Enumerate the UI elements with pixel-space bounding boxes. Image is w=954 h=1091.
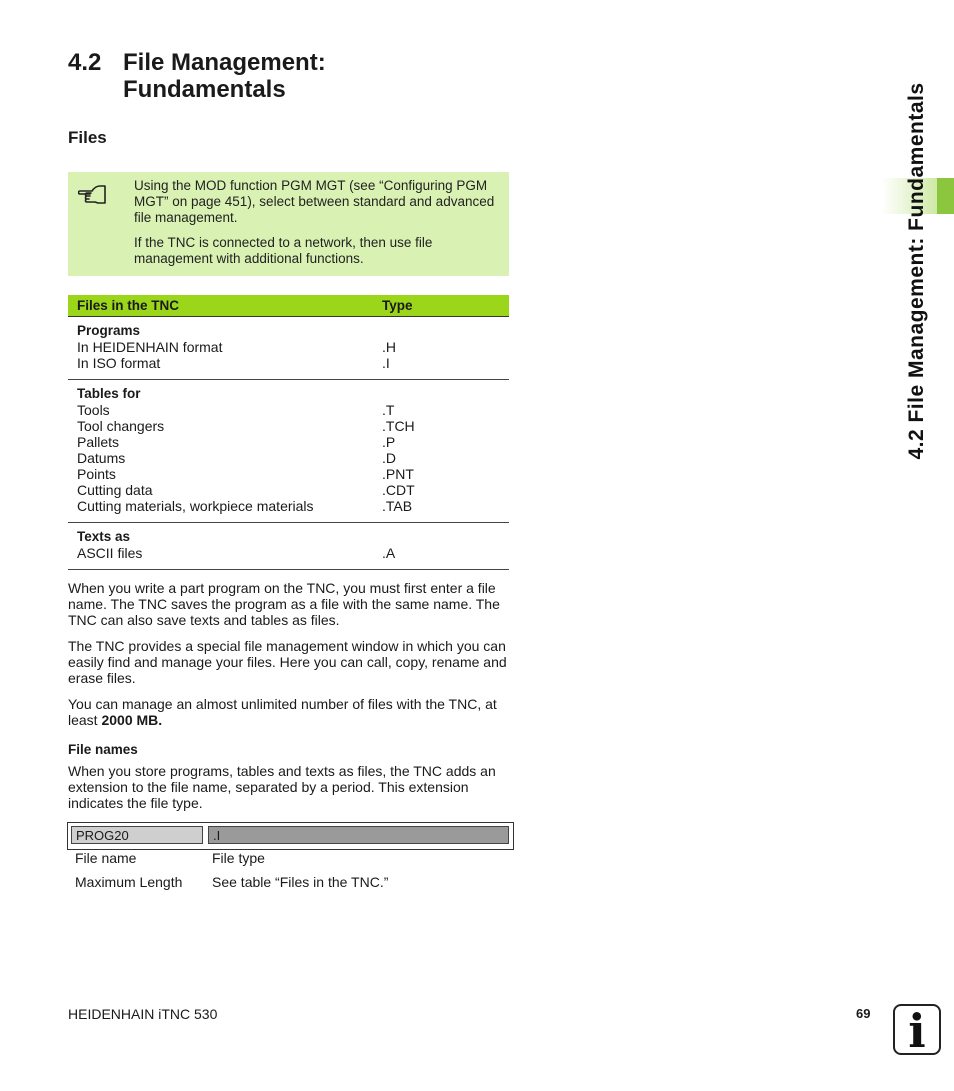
note-paragraph-2: If the TNC is connected to a network, then use file management with additional functions. — [134, 235, 433, 266]
table-row — [68, 523, 509, 570]
table-cell-type — [377, 380, 509, 523]
caption-maximum-length: Maximum Length — [75, 874, 183, 890]
file-kind: In ISO format — [77, 355, 161, 371]
file-kind: Pallets — [77, 434, 120, 450]
example-file-extension: .I — [208, 826, 509, 844]
footer-product: HEIDENHAIN iTNC 530 — [68, 1006, 218, 1022]
table-cell-type — [377, 317, 509, 380]
column-header-type: Type — [377, 295, 509, 317]
info-icon: i — [893, 1004, 941, 1055]
filename-example-box — [67, 822, 514, 850]
table-cell-name — [68, 523, 377, 570]
body-paragraph-3-text: You can manage an almost unlimited number of files with the TNC, at least — [68, 696, 497, 728]
caption-length-value: See table “Files in the TNC.” — [212, 874, 389, 890]
side-running-header — [907, 48, 927, 494]
pointing-hand-icon — [78, 182, 108, 208]
side-tab-marker — [937, 178, 954, 214]
file-kind: Cutting data — [77, 482, 153, 498]
file-extension: .D — [382, 450, 396, 466]
section-title: Files — [68, 128, 107, 147]
file-extension: .H — [382, 339, 396, 355]
file-extension: .A — [382, 545, 396, 561]
group-title: Tables for — [77, 386, 141, 401]
side-running-header-label: 4.2 File Management: Fundamentals — [905, 82, 928, 460]
table-cell-name — [68, 317, 377, 380]
chapter-number: 4.2 — [68, 49, 102, 76]
chapter-title: File Management: Fundamentals — [123, 49, 326, 103]
caption-file-name: File name — [75, 850, 137, 866]
body-paragraph-4: When you store programs, tables and texts as files, the TNC adds an extension to the file name, separated by a period. This extension indicates the file type. — [68, 763, 496, 811]
file-kind: Tools — [77, 402, 110, 418]
file-kind: Tool changers — [77, 418, 165, 434]
file-kind: ASCII files — [77, 545, 143, 561]
storage-capacity: 2000 MB. — [101, 712, 163, 728]
body-paragraph-2: The TNC provides a special file management window in which you can easily find and manage your files. Here you can call, copy, rename and erase files. — [68, 638, 507, 686]
example-file-name: PROG20 — [71, 826, 203, 844]
note-paragraph-1: Using the MOD function PGM MGT (see “Configuring PGM MGT” on page 451), select between standard and advanced file management. — [134, 178, 495, 225]
files-in-tnc-table — [68, 295, 509, 570]
table-cell-name — [68, 380, 377, 523]
file-kind: Points — [77, 466, 116, 482]
file-kind: Cutting materials, workpiece materials — [77, 498, 314, 514]
file-extension: .PNT — [382, 466, 414, 482]
table-header-row — [68, 295, 509, 317]
note-box — [68, 172, 509, 276]
body-paragraph-1: When you write a part program on the TNC, you must first enter a file name. The TNC saves the program as a file with the same name. The TNC can also save texts and tables as files. — [68, 580, 500, 628]
table-row — [68, 380, 509, 523]
caption-file-type: File type — [212, 850, 265, 866]
table-row — [68, 317, 509, 380]
file-extension: .P — [382, 434, 396, 450]
column-header-files: Files in the TNC — [68, 295, 377, 317]
file-extension: .T — [382, 402, 395, 418]
subheading-file-names: File names — [68, 742, 138, 757]
page-number: 69 — [856, 1006, 871, 1021]
file-kind: In HEIDENHAIN format — [77, 339, 223, 355]
group-title: Texts as — [77, 529, 131, 544]
table-cell-type — [377, 523, 509, 570]
file-extension: .CDT — [382, 482, 415, 498]
group-title: Programs — [77, 323, 141, 338]
file-extension: .TCH — [382, 418, 415, 434]
file-extension: .I — [382, 355, 390, 371]
file-kind: Datums — [77, 450, 126, 466]
file-extension: .TAB — [382, 498, 413, 514]
body-paragraph-3 — [68, 696, 510, 728]
